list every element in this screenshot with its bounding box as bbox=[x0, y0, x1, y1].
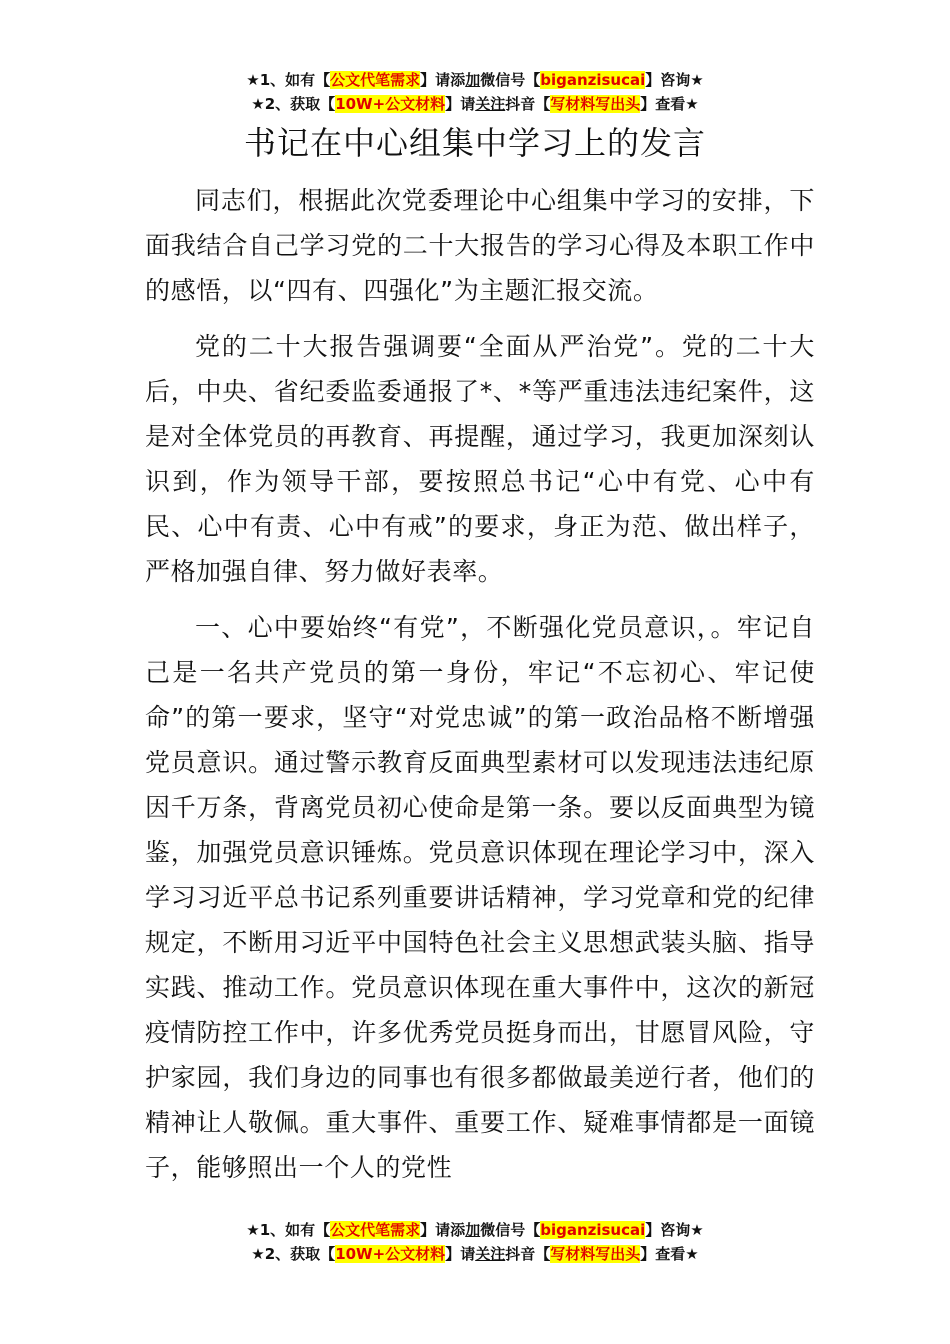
banner-text: 】查看★ bbox=[640, 95, 699, 113]
banner-highlight: 公文代笔需求 bbox=[330, 1221, 421, 1239]
document-title: 书记在中心组集中学习上的发言 bbox=[243, 124, 706, 162]
banner-highlight: 10W+公文材料 bbox=[335, 95, 446, 113]
banner-highlight: biganzisucai bbox=[540, 1221, 646, 1239]
banner-underline-text: 加 bbox=[465, 71, 481, 89]
banner-text: 】请添 bbox=[420, 1221, 466, 1239]
document-body bbox=[145, 178, 815, 1201]
banner-text: 微信号【 bbox=[480, 71, 541, 89]
banner-highlight: 公文代笔需求 bbox=[330, 71, 421, 89]
banner-text: 抖音【 bbox=[505, 1245, 551, 1263]
banner-underline-text: 关注 bbox=[475, 1245, 506, 1263]
banner-text: ★1、如有【 bbox=[246, 71, 331, 89]
banner-text: ★2、获取【 bbox=[251, 95, 336, 113]
banner-underline-text: 关注 bbox=[475, 95, 506, 113]
banner-text: ★1、如有【 bbox=[246, 1221, 331, 1239]
banner-text: 】咨询★ bbox=[645, 1221, 704, 1239]
banner-line-1 bbox=[0, 1218, 950, 1242]
banner-text: 】咨询★ bbox=[645, 71, 704, 89]
banner-text: 抖音【 bbox=[505, 95, 551, 113]
banner-text: 】查看★ bbox=[640, 1245, 699, 1263]
header-banner bbox=[0, 68, 950, 116]
banner-text: 】请 bbox=[445, 1245, 476, 1263]
banner-highlight: 写材料写出头 bbox=[550, 95, 641, 113]
banner-line-2 bbox=[0, 92, 950, 116]
banner-line-1 bbox=[0, 68, 950, 92]
paragraph-3: 一、心中要始终“有党”，不断强化党员意识，。牢记自己是一名共产党员的第一身份，牢记“不忘初心、牢记使命”的第一要求，坚守“对党忠诚”的第一政治品格不断增强党员意识。通过警示教育反面典型素材可以发现违法违纪原因千万条，背离党员初心使命是第一条。要以反面典型为镜鉴，加强党员意识锤炼。党员意识体现在理论学习中，深入学习习近平总书记系列重要讲话精神，学习党章和党的纪律规定，不断用习近平中国特色社会主义思想武装头脑、指导实践、推动工作。党员意识体现在重大事件中，这次的新冠疫情防控工作中，许多优秀党员挺身而出，甘愿冒风险，守护家园，我们身边的同事也有很多都做最美逆行者，他们的精神让人敬佩。重大事件、重要工作、疑难事情都是一面镜子，能够照出一个人的党性 bbox=[145, 613, 815, 1182]
banner-highlight: 10W+公文材料 bbox=[335, 1245, 446, 1263]
footer-banner bbox=[0, 1218, 950, 1266]
banner-highlight: biganzisucai bbox=[540, 71, 646, 89]
banner-line-2 bbox=[0, 1242, 950, 1266]
banner-highlight: 写材料写出头 bbox=[550, 1245, 641, 1263]
banner-text: ★2、获取【 bbox=[251, 1245, 336, 1263]
banner-text: 微信号【 bbox=[480, 1221, 541, 1239]
banner-text: 】请添 bbox=[420, 71, 466, 89]
banner-underline-text: 加 bbox=[465, 1221, 481, 1239]
paragraph-1: 同志们，根据此次党委理论中心组集中学习的安排，下面我结合自己学习党的二十大报告的学习心得及本职工作中的感悟，以“四有、四强化”为主题汇报交流。 bbox=[145, 186, 815, 305]
banner-text: 】请 bbox=[445, 95, 476, 113]
paragraph-2: 党的二十大报告强调要“全面从严治党”。党的二十大后，中央、省纪委监委通报了*、*等严重违法违纪案件，这是对全体党员的再教育、再提醒，通过学习，我更加深刻认识到，作为领导干部，要按照总书记“心中有党、心中有民、心中有责、心中有戒”的要求，身正为范、做出样子，严格加强自律、努力做好表率。 bbox=[145, 332, 815, 586]
